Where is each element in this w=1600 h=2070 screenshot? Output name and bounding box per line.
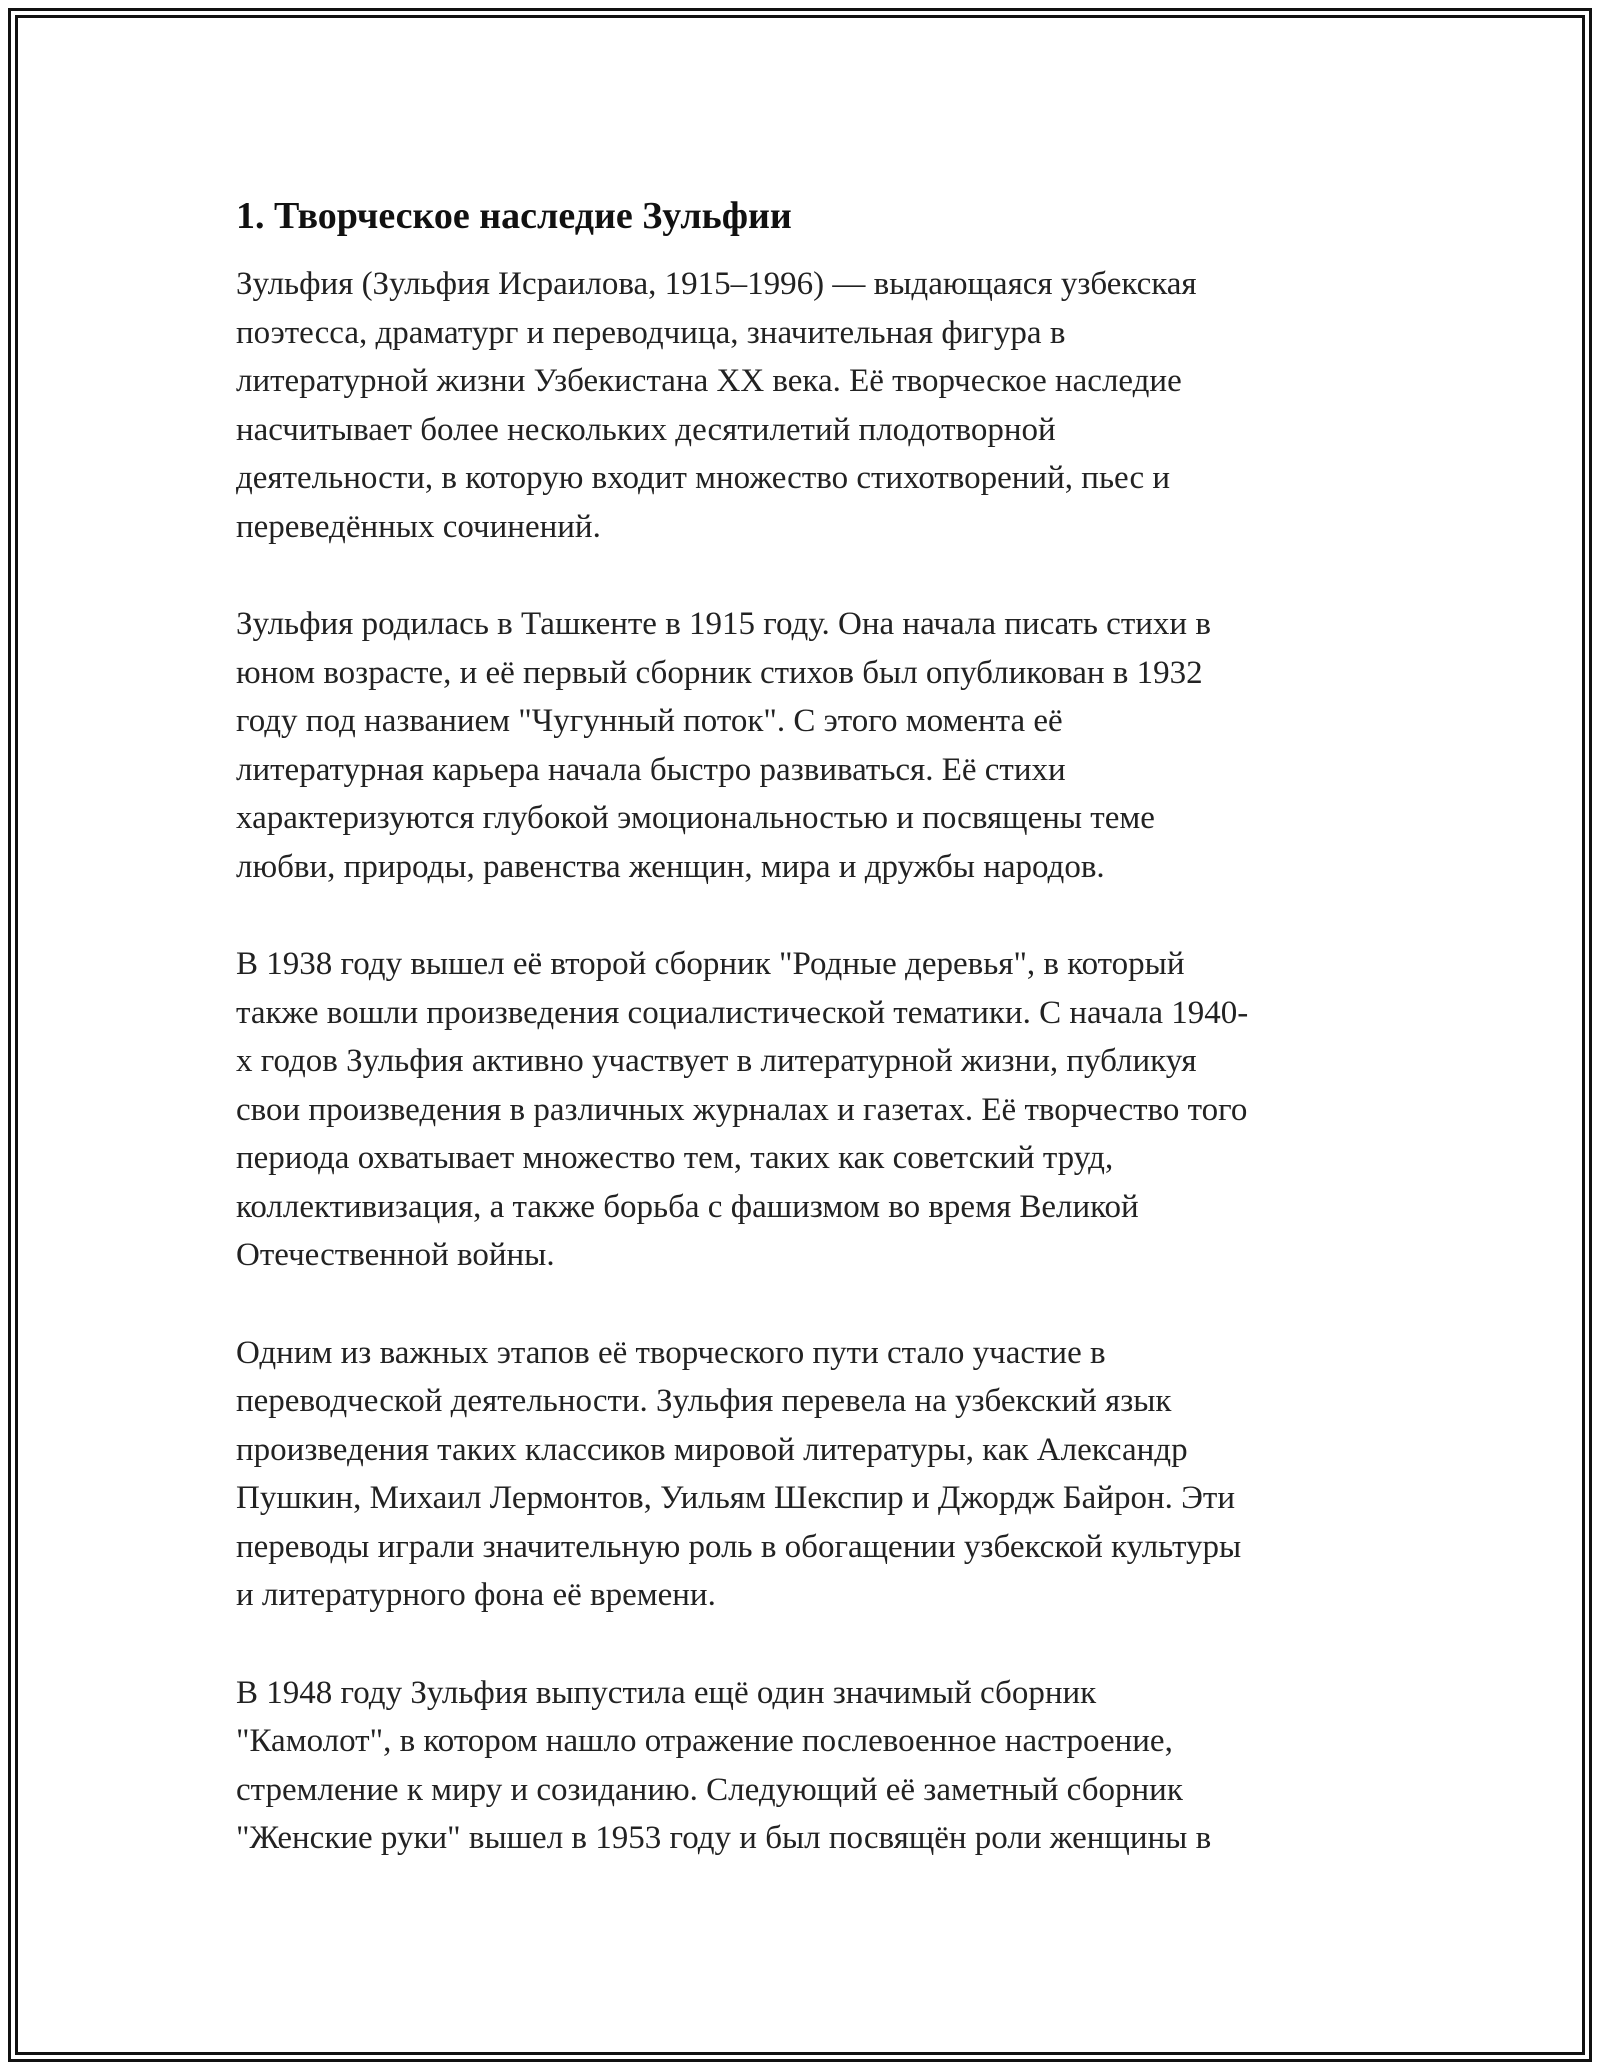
paragraph-line: литературной жизни Узбекистана XX века. Её творческое наследие (236, 363, 1182, 399)
paragraph-line: произведения таких классиков мировой литературы, как Александр (236, 1431, 1188, 1468)
paragraph-line: х годов Зульфия активно участвует в литературной жизни, публикуя (236, 1043, 1197, 1079)
paragraph-line: любви, природы, равенства женщин, мира и дружбы народов. (236, 848, 1105, 885)
paragraph-line: Зульфия родилась в Ташкенте в 1915 году. Она начала писать стихи в (236, 606, 1211, 642)
paragraph-line: поэтесса, драматург и переводчица, значительная фигура в (236, 314, 1066, 351)
paragraph-line: В 1948 году Зульфия выпустила ещё один значимый сборник (236, 1674, 1097, 1711)
paragraph-line: "Женские руки" вышел в 1953 году и был посвящён роли женщины в (236, 1820, 1212, 1856)
section-title: 1. Творческое наследие Зульфии (236, 195, 792, 237)
paragraph-line: литературная карьера начала быстро развиваться. Её стихи (236, 751, 1066, 788)
paragraph-line: переведённых сочинений. (236, 508, 601, 545)
paragraph (236, 1669, 1366, 1863)
paragraph-line: также вошли произведения социалистической тематики. С начала 1940- (236, 994, 1249, 1031)
paragraph-line: В 1938 году вышел её второй сборник "Родные деревья", в который (236, 946, 1185, 982)
paragraph-line: свои произведения в различных журналах и газетах. Её творчество того (236, 1091, 1248, 1128)
paragraph-line: году под названием "Чугунный поток". С этого момента её (236, 703, 1063, 739)
paragraph-line: юном возрасте, и её первый сборник стихов был опубликован в 1932 (236, 654, 1203, 691)
document-body (236, 186, 1366, 1863)
paragraph-line: стремление к миру и созиданию. Следующий её заметный сборник (236, 1771, 1183, 1808)
paragraph-line: переводческой деятельности. Зульфия перевела на узбекский язык (236, 1383, 1172, 1419)
paragraph-line: и литературного фона её времени. (236, 1577, 716, 1613)
paragraph-line: насчитывает более нескольких десятилетий плодотворной (236, 411, 1056, 448)
paragraph-line: периода охватывает множество тем, таких как советский труд, (236, 1140, 1114, 1176)
paragraph-line: коллективизация, а также борьба с фашизмом во время Великой (236, 1188, 1139, 1225)
paragraph (236, 600, 1366, 891)
paragraph-line: Одним из важных этапов её творческого пути стало участие в (236, 1334, 1106, 1371)
paragraph-line: Зульфия (Зульфия Исраилова, 1915–1996) — выдающаяся узбекская (236, 266, 1197, 302)
paragraph-line: Пушкин, Михаил Лермонтов, Уильям Шекспир и Джордж Байрон. Эти (236, 1480, 1236, 1516)
paragraph (236, 940, 1366, 1280)
paragraph (236, 260, 1366, 551)
paragraph-list (236, 260, 1366, 1863)
paragraph-line: деятельности, в которую входит множество стихотворений, пьес и (236, 460, 1171, 496)
paragraph (236, 1329, 1366, 1620)
paragraph-line: Отечественной войны. (236, 1237, 555, 1273)
paragraph-line: характеризуются глубокой эмоциональностью и посвящены теме (236, 800, 1155, 836)
paragraph-line: переводы играли значительную роль в обогащении узбекской культуры (236, 1528, 1242, 1565)
paragraph-line: "Камолот", в котором нашло отражение послевоенное настроение, (236, 1723, 1173, 1759)
